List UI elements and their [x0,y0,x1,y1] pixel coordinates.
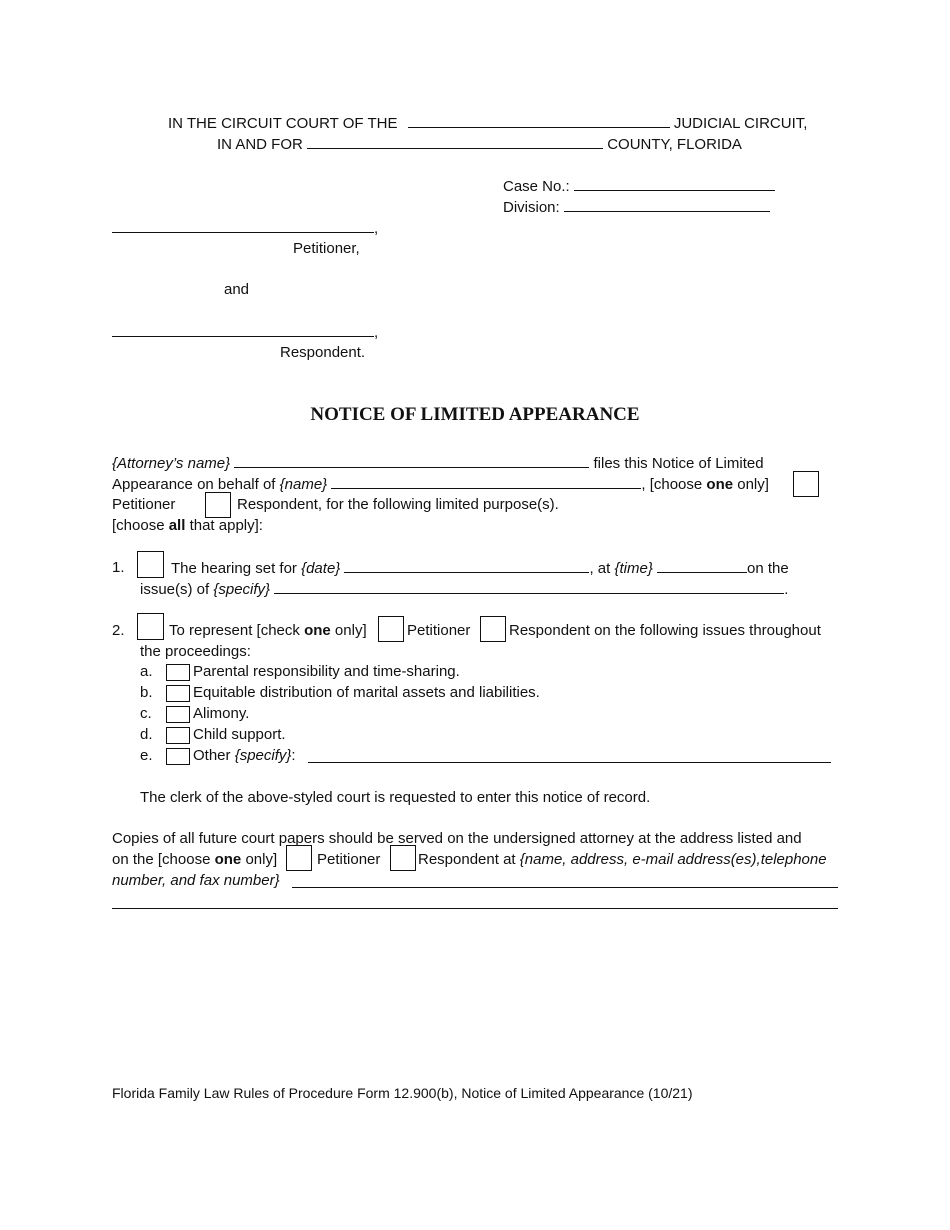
item1-line2 [140,579,788,600]
copies-line3 [112,871,280,891]
item1-line1 [171,558,789,579]
intro-respondent-checkbox[interactable] [205,492,231,518]
copies-details-field-2: number, and fax number} [112,872,280,889]
appearance-text: Appearance on behalf of [112,476,276,493]
copies-details-field: {name, address, e-mail address(es),telephone [519,851,827,868]
item1-text: The hearing set for [171,560,297,577]
respondent-name-row: , [112,322,378,343]
date-blank[interactable] [344,558,589,573]
circuit-blank[interactable] [408,113,670,128]
subitem-e-checkbox[interactable] [166,748,190,765]
form-footer: Florida Family Law Rules of Procedure Form 12.900(b), Notice of Limited Appearance (10/21) [112,1085,693,1101]
item1-number: 1. [112,559,125,576]
document-title: NOTICE OF LIMITED APPEARANCE [310,404,640,425]
item2-respondent-checkbox[interactable] [480,616,506,642]
respondent-label: Respondent. [280,344,366,361]
intro-petitioner-checkbox[interactable] [793,471,819,497]
division-blank[interactable] [564,197,770,212]
petitioner-label: Petitioner, [293,240,360,257]
time-field: {time} [614,560,653,577]
copies-respondent-checkbox[interactable] [390,845,416,871]
item2-respondent-text: Respondent on the following issues throughout [509,622,821,639]
issues-text: issue(s) of [140,581,210,598]
item2-represent-text: To represent [check [169,622,300,639]
court-header-suffix: JUDICIAL CIRCUIT, [673,115,808,132]
copies-choose-prefix: on the [choose [112,851,211,868]
item2-proceedings: the proceedings: [140,643,251,660]
subitem-e-label: Other [193,747,231,764]
item2-checkbox[interactable] [137,613,164,640]
attorney-name-field: {Attorney’s name} [112,455,231,472]
other-specify-blank[interactable] [308,762,831,763]
copies-only: only] [245,851,278,868]
choose-all-prefix: [choose [112,517,165,534]
subitem-d-checkbox[interactable] [166,727,190,744]
name-field: {name} [279,476,328,493]
at-text: , at [589,560,611,577]
item2-petitioner-label: Petitioner [407,622,471,639]
item2-number: 2. [112,622,125,639]
item2-only: only] [334,622,367,639]
subitem-a-label: Parental responsibility and time-sharing. [193,663,460,680]
intro-petitioner-label: Petitioner [112,496,176,513]
subitem-d-letter: d. [140,726,153,743]
item2-text-a [169,621,367,641]
county-suffix: COUNTY, FLORIDA [607,136,742,153]
subitem-b-checkbox[interactable] [166,685,190,702]
case-no-row [503,176,775,197]
copies-details-blank-2[interactable] [112,908,838,909]
choose-suffix: only] [737,476,769,493]
copies-respondent-at [418,850,827,870]
clerk-text: The clerk of the above-styled court is requested to enter this notice of record. [140,789,651,806]
date-field: {date} [301,560,341,577]
subitem-d [140,725,286,745]
division-row [503,197,770,218]
item2-petitioner-checkbox[interactable] [378,616,404,642]
petitioner-name-blank[interactable] [112,218,374,233]
item1-period: . [784,581,789,598]
files-text: files this Notice of Limited [593,455,764,472]
intro-respondent-text: Respondent, for the following limited purpose(s). [237,496,559,513]
subitem-c-letter: c. [140,705,152,722]
other-colon: : [291,747,296,764]
copies-details-blank[interactable] [292,887,838,888]
client-name-blank[interactable] [331,474,641,489]
specify-field: {specify} [213,581,271,598]
intro-line3 [112,495,175,515]
case-no-blank[interactable] [574,176,775,191]
subitem-b-letter: b. [140,684,153,701]
case-no-label: Case No.: [503,178,570,195]
choose-all-suffix: that apply]: [189,517,263,534]
copies-line1: Copies of all future court papers should be served on the undersigned attorney at the address listed and [112,830,802,847]
copies-line2-start [112,850,277,870]
county-prefix: IN AND FOR [217,136,303,153]
copies-petitioner-checkbox[interactable] [286,845,312,871]
item2-one: one [304,622,331,639]
choose-all-line [112,516,263,536]
subitem-c-label: Alimony. [193,705,250,722]
petitioner-name-row: , [112,218,378,239]
choose-one: one [706,476,734,493]
copies-petitioner-label: Petitioner [317,851,381,868]
subitem-e [140,746,296,766]
subitem-b [140,683,540,703]
issues-blank[interactable] [274,579,784,594]
on-the-text: on the [747,560,789,577]
court-header-line1 [168,113,807,134]
respondent-name-blank[interactable] [112,322,374,337]
subitem-d-label: Child support. [193,726,286,743]
choose-prefix: , [choose [641,476,703,493]
choose-all-bold: all [168,517,186,534]
subitem-a [140,662,460,682]
other-specify-field: {specify} [234,747,292,764]
time-blank[interactable] [657,558,747,573]
copies-respondent-text: Respondent at [418,851,516,868]
subitem-e-letter: e. [140,747,153,764]
county-blank[interactable] [307,134,603,149]
item1-checkbox[interactable] [137,551,164,578]
subitem-b-label: Equitable distribution of marital assets and liabilities. [193,684,540,701]
subitem-c-checkbox[interactable] [166,706,190,723]
subitem-c [140,704,249,724]
subitem-a-checkbox[interactable] [166,664,190,681]
and-label: and [224,281,250,298]
court-header-line2 [217,134,742,155]
intro-line1 [112,453,764,474]
copies-one: one [214,851,242,868]
subitem-a-letter: a. [140,663,153,680]
court-header-prefix: IN THE CIRCUIT COURT OF THE [168,115,398,132]
attorney-name-blank[interactable] [234,453,589,468]
division-label: Division: [503,199,560,216]
